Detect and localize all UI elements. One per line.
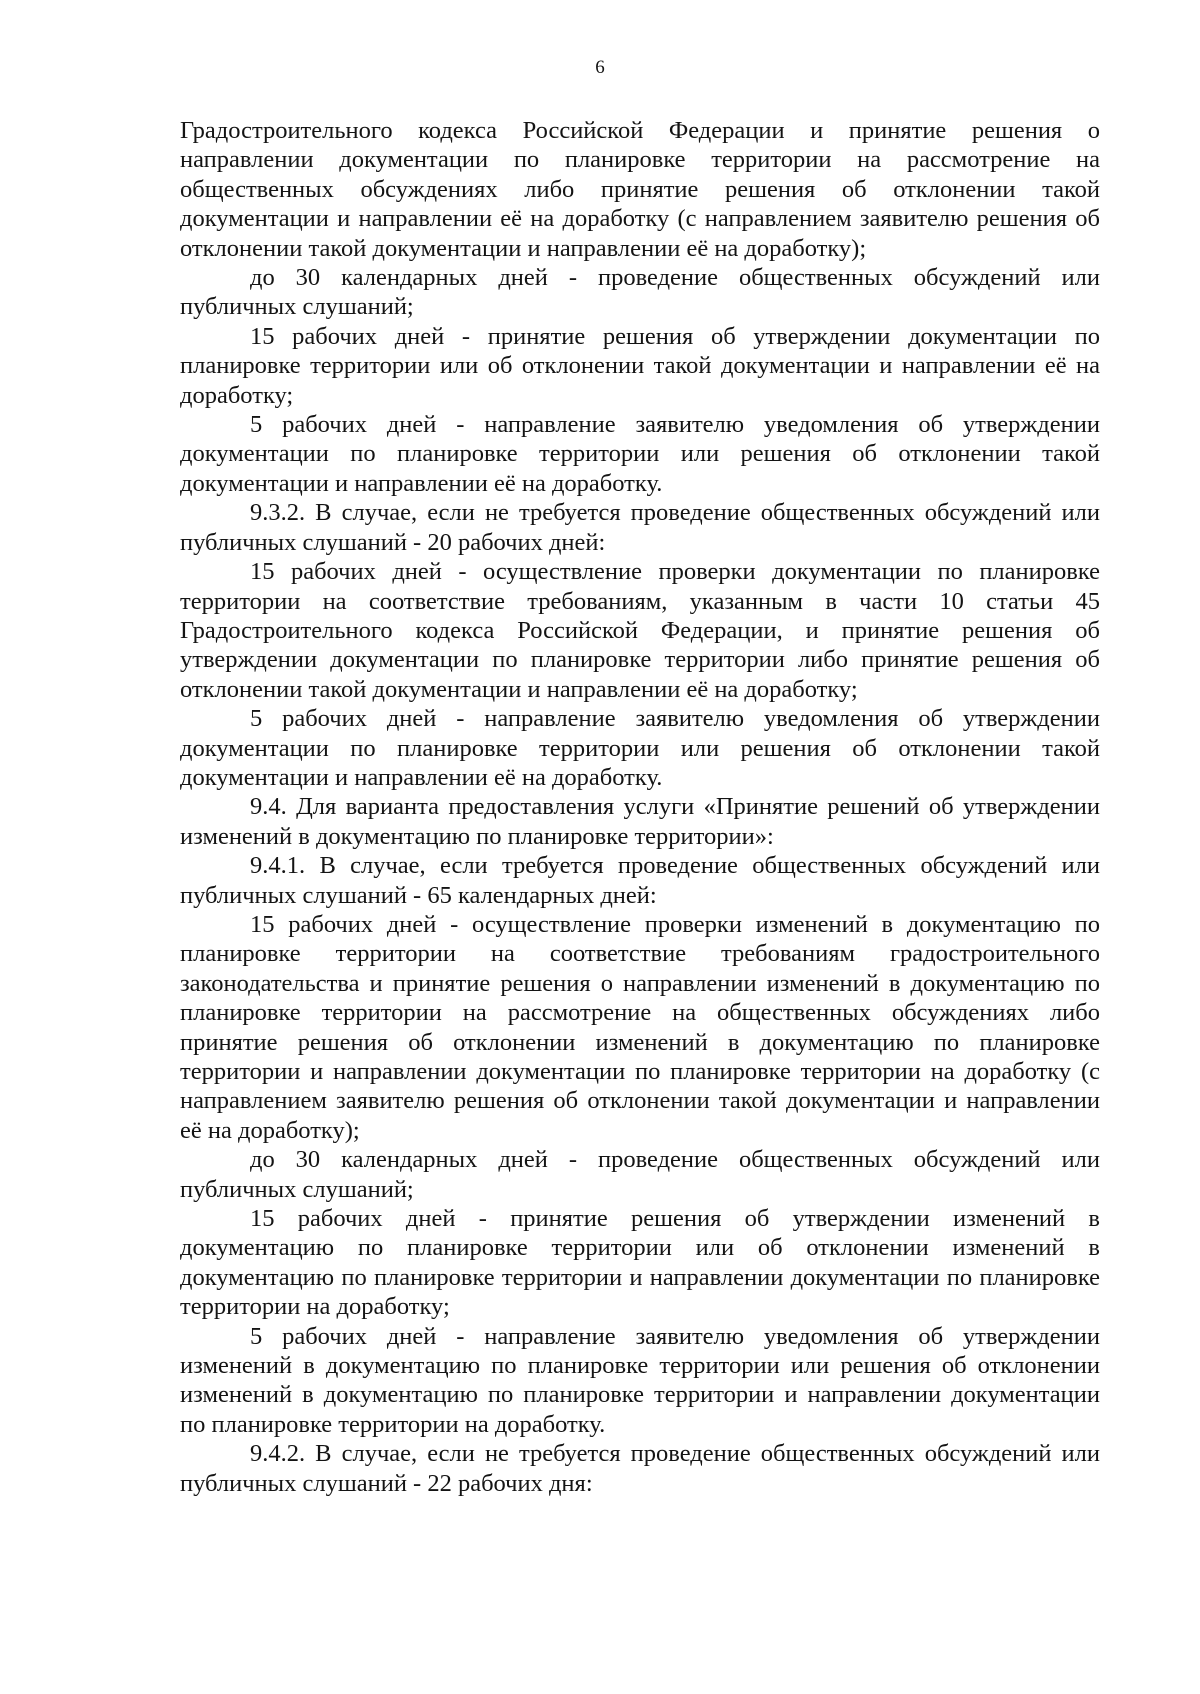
paragraph-section-9-3-2: 9.3.2. В случае, если не требуется проведение общественных обсуждений или публичных слушаний - 20 рабочих дней: <box>180 499 1100 556</box>
document-body <box>180 116 1100 1498</box>
paragraph-section-9-4-2: 9.4.2. В случае, если не требуется проведение общественных обсуждений или публичных слушаний - 22 рабочих дня: <box>180 1440 1100 1497</box>
page-number: 6 <box>595 57 605 78</box>
paragraph: 15 рабочих дней - осуществление проверки изменений в документацию по планировке территории на соответствие требованиям градостроительного законодательства и принятие решения о направлении изменений в документацию по планировке территории на рассмотрение на общественных обсуждениях либо принятие решения об отклонении изменений в документацию по планировке территории и направлении документации по планировке территории на доработку (с направлением заявителю решения об отклонении такой документации и направлении её на доработку); <box>180 910 1100 1144</box>
paragraph-section-9-4: 9.4. Для варианта предоставления услуги «Принятие решений об утверждении изменений в документацию по планировке территории»: <box>180 793 1100 850</box>
paragraph: 15 рабочих дней - принятие решения об утверждении изменений в документацию по планировке территории или об отклонении изменений в документацию по планировке территории и направлении документации по планировке территории на доработку; <box>180 1205 1100 1321</box>
paragraph: до 30 календарных дней - проведение общественных обсуждений или публичных слушаний; <box>180 1146 1100 1203</box>
paragraph: 5 рабочих дней - направление заявителю уведомления об утверждении документации по планировке территории или решения об отклонении такой документации и направлении её на доработку. <box>180 705 1100 791</box>
paragraph: 5 рабочих дней - направление заявителю уведомления об утверждении изменений в документацию по планировке территории или решения об отклонении изменений в документацию по планировке территории и направлении документации по планировке территории на доработку. <box>180 1322 1100 1438</box>
paragraph: 15 рабочих дней - осуществление проверки документации по планировке территории на соответствие требованиям, указанным в части 10 статьи 45 Градостроительного кодекса Российской Федерации, и принятие решения об утверждении документации по планировке территории либо принятие решения об отклонении такой документации и направлении её на доработку; <box>180 558 1100 703</box>
paragraph: до 30 календарных дней - проведение общественных обсуждений или публичных слушаний; <box>180 264 1100 321</box>
paragraph-continuation: Градостроительного кодекса Российской Федерации и принятие решения о направлении документации по планировке территории на рассмотрение на общественных обсуждениях либо принятие решения об отклонении такой документации и направлении её на доработку (с направлением заявителю решения об отклонении такой документации и направлении её на доработку); <box>180 117 1100 262</box>
paragraph-section-9-4-1: 9.4.1. В случае, если требуется проведение общественных обсуждений или публичных слушаний - 65 календарных дней: <box>180 852 1100 909</box>
paragraph: 15 рабочих дней - принятие решения об утверждении документации по планировке территории или об отклонении такой документации и направлении её на доработку; <box>180 322 1100 409</box>
paragraph: 5 рабочих дней - направление заявителю уведомления об утверждении документации по планировке территории или решения об отклонении такой документации и направлении её на доработку. <box>180 411 1100 497</box>
